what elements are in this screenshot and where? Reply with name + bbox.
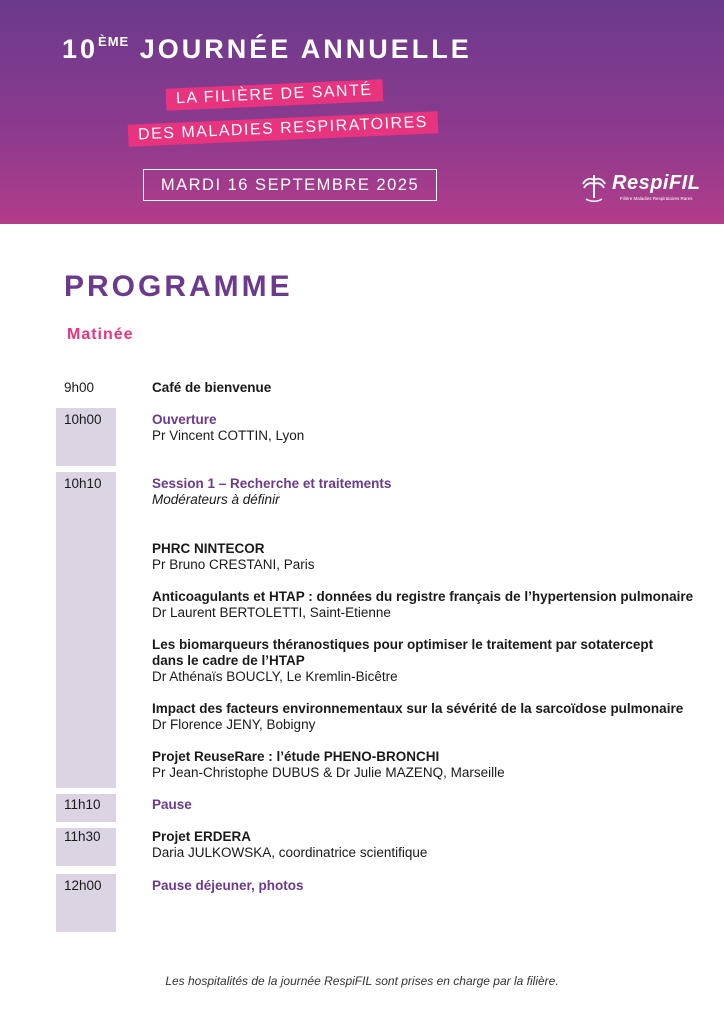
- logo-name: RespiFIL: [612, 172, 701, 194]
- talk-title-cont: dans le cadre de l’HTAP: [152, 653, 305, 668]
- talk-title: Les biomarqueurs théranostiques pour optimiser le traitement par sotatercept: [152, 637, 654, 652]
- time-label: 12h00: [64, 878, 102, 893]
- talk-title: Impact des facteurs environnementaux sur la sévérité de la sarcoïdose pulmonaire: [152, 701, 684, 716]
- lungs-icon: [580, 172, 608, 204]
- talk-speaker: Dr Laurent BERTOLETTI, Saint-Etienne: [152, 605, 391, 620]
- item-title: Café de bienvenue: [152, 380, 272, 395]
- talk-speaker: Pr Jean-Christophe DUBUS & Dr Julie MAZENQ, Marseille: [152, 765, 505, 780]
- talk-speaker: Dr Athénaïs BOUCLY, Le Kremlin-Bicêtre: [152, 669, 398, 684]
- programme-title: PROGRAMME: [64, 270, 293, 303]
- respifil-logo: [580, 170, 704, 206]
- item-title: Ouverture: [152, 412, 217, 427]
- item-speaker: Daria JULKOWSKA, coordinatrice scientifique: [152, 845, 428, 860]
- item-title: Pause déjeuner, photos: [152, 878, 304, 893]
- session-moderators: Modérateurs à définir: [152, 492, 280, 507]
- item-speaker: Pr Vincent COTTIN, Lyon: [152, 428, 305, 443]
- event-date: MARDI 16 SEPTEMBRE 2025: [143, 169, 437, 201]
- time-label: 9h00: [64, 380, 95, 395]
- item-title: Projet ERDERA: [152, 829, 252, 844]
- time-box: [56, 472, 116, 788]
- talk-title: PHRC NINTECOR: [152, 541, 265, 556]
- talk-speaker: Pr Bruno CRESTANI, Paris: [152, 557, 315, 572]
- item-title: Pause: [152, 797, 192, 812]
- session-title: Session 1 – Recherche et traitements: [152, 476, 392, 491]
- time-label: 10h00: [64, 412, 102, 427]
- event-title-text: JOURNÉE ANNUELLE: [139, 34, 472, 64]
- talk-title: Projet ReuseRare : l’étude PHENO-BRONCHI: [152, 749, 440, 764]
- edition-number: 10: [62, 34, 99, 64]
- footer-note: Les hospitalités de la journée RespiFIL sont prises en charge par la filière.: [165, 974, 559, 988]
- event-title: [62, 34, 472, 65]
- tagline-2: DES MALADIES RESPIRATOIRES: [128, 111, 439, 147]
- logo-subtitle: Filière Maladies Respiratoires Rares: [620, 196, 693, 201]
- talk-title: Anticoagulants et HTAP : données du registre français de l’hypertension pulmonaire: [152, 589, 694, 604]
- edition-suffix: ÈME: [98, 34, 130, 49]
- section-matinee: Matinée: [67, 326, 134, 343]
- time-label: 10h10: [64, 476, 102, 491]
- time-label: 11h10: [64, 797, 101, 812]
- tagline-1: LA FILIÈRE DE SANTÉ: [166, 79, 383, 110]
- talk-speaker: Dr Florence JENY, Bobigny: [152, 717, 316, 732]
- time-label: 11h30: [64, 829, 101, 844]
